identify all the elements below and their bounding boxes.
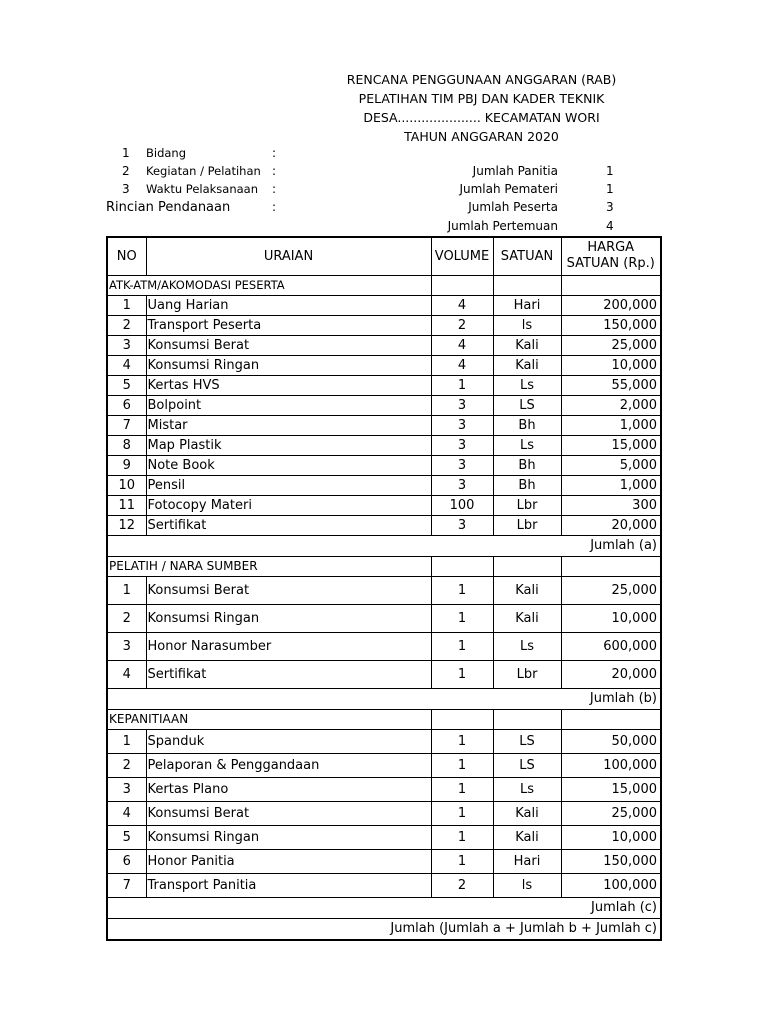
row-uraian: Pelaporan & Penggandaan bbox=[146, 753, 431, 777]
row-satuan: ls bbox=[493, 873, 561, 897]
table-row bbox=[107, 335, 661, 355]
row-no: 4 bbox=[107, 801, 146, 825]
row-volume: 1 bbox=[431, 729, 493, 753]
row-no: 12 bbox=[107, 515, 146, 535]
header-satuan: SATUAN bbox=[493, 237, 561, 275]
row-volume: 2 bbox=[431, 315, 493, 335]
row-satuan: Kali bbox=[493, 335, 561, 355]
row-no: 3 bbox=[107, 632, 146, 660]
row-satuan: LS bbox=[493, 729, 561, 753]
row-harga: 20,000 bbox=[561, 660, 661, 688]
row-harga: 55,000 bbox=[561, 375, 661, 395]
row-no: 6 bbox=[107, 395, 146, 415]
row-harga: 10,000 bbox=[561, 604, 661, 632]
section-a-rows bbox=[107, 295, 661, 535]
title-line-3: DESA..................... KECAMATAN WORI bbox=[363, 110, 600, 125]
info-pemateri-label: Jumlah Pemateri bbox=[459, 182, 558, 196]
table-row bbox=[107, 315, 661, 335]
row-harga: 15,000 bbox=[561, 777, 661, 801]
table-row bbox=[107, 355, 661, 375]
table-row bbox=[107, 576, 661, 604]
info-waktu-no: 3 bbox=[122, 182, 130, 196]
row-no: 3 bbox=[107, 335, 146, 355]
row-harga: 1,000 bbox=[561, 475, 661, 495]
table-row bbox=[107, 415, 661, 435]
row-satuan: Lbr bbox=[493, 515, 561, 535]
row-harga: 100,000 bbox=[561, 753, 661, 777]
row-satuan: Ls bbox=[493, 632, 561, 660]
row-no: 7 bbox=[107, 873, 146, 897]
info-peserta-value: 3 bbox=[606, 200, 614, 214]
row-satuan: ls bbox=[493, 315, 561, 335]
row-no: 2 bbox=[107, 753, 146, 777]
header-harga bbox=[561, 237, 661, 275]
row-satuan: Kali bbox=[493, 604, 561, 632]
row-no: 1 bbox=[107, 729, 146, 753]
grand-total-label: Jumlah (Jumlah a + Jumlah b + Jumlah c) bbox=[107, 918, 661, 940]
row-no: 6 bbox=[107, 849, 146, 873]
row-satuan: Hari bbox=[493, 849, 561, 873]
row-harga: 600,000 bbox=[561, 632, 661, 660]
row-uraian: Honor Narasumber bbox=[146, 632, 431, 660]
row-satuan: Kali bbox=[493, 355, 561, 375]
row-volume: 1 bbox=[431, 660, 493, 688]
row-uraian: Pensil bbox=[146, 475, 431, 495]
row-uraian: Mistar bbox=[146, 415, 431, 435]
row-uraian: Transport Panitia bbox=[146, 873, 431, 897]
row-uraian: Uang Harian bbox=[146, 295, 431, 315]
info-peserta-label: Jumlah Peserta bbox=[468, 200, 558, 214]
section-c-title-row bbox=[107, 709, 661, 729]
row-no: 8 bbox=[107, 435, 146, 455]
row-no: 9 bbox=[107, 455, 146, 475]
row-no: 4 bbox=[107, 355, 146, 375]
row-uraian: Kertas Plano bbox=[146, 777, 431, 801]
section-b-title: PELATIH / NARA SUMBER bbox=[107, 556, 431, 576]
row-volume: 1 bbox=[431, 632, 493, 660]
row-uraian: Fotocopy Materi bbox=[146, 495, 431, 515]
section-c-title: KEPANITIAAN bbox=[107, 709, 431, 729]
table-row bbox=[107, 455, 661, 475]
row-volume: 1 bbox=[431, 777, 493, 801]
section-b-title-row bbox=[107, 556, 661, 576]
row-harga: 15,000 bbox=[561, 435, 661, 455]
table-row bbox=[107, 753, 661, 777]
row-satuan: Bh bbox=[493, 475, 561, 495]
row-satuan: Kali bbox=[493, 825, 561, 849]
row-uraian: Bolpoint bbox=[146, 395, 431, 415]
row-volume: 1 bbox=[431, 825, 493, 849]
row-satuan: Ls bbox=[493, 375, 561, 395]
row-satuan: Lbr bbox=[493, 660, 561, 688]
table-row bbox=[107, 515, 661, 535]
row-volume: 1 bbox=[431, 375, 493, 395]
row-volume: 1 bbox=[431, 604, 493, 632]
row-volume: 3 bbox=[431, 455, 493, 475]
row-uraian: Konsumsi Ringan bbox=[146, 355, 431, 375]
section-b-total-label: Jumlah (b) bbox=[561, 688, 661, 709]
info-bidang-no: 1 bbox=[122, 146, 130, 160]
row-volume: 3 bbox=[431, 395, 493, 415]
row-no: 7 bbox=[107, 415, 146, 435]
row-volume: 3 bbox=[431, 415, 493, 435]
row-volume: 100 bbox=[431, 495, 493, 515]
row-uraian: Konsumsi Ringan bbox=[146, 825, 431, 849]
section-c-total-row bbox=[107, 897, 661, 918]
row-satuan: Kali bbox=[493, 801, 561, 825]
row-no: 3 bbox=[107, 777, 146, 801]
section-b-rows bbox=[107, 576, 661, 688]
row-harga: 20,000 bbox=[561, 515, 661, 535]
row-uraian: Transport Peserta bbox=[146, 315, 431, 335]
row-no: 11 bbox=[107, 495, 146, 515]
info-rincian-label: Rincian Pendanaan bbox=[106, 200, 231, 215]
row-harga: 100,000 bbox=[561, 873, 661, 897]
info-kegiatan-colon: : bbox=[272, 164, 277, 178]
row-uraian: Kertas HVS bbox=[146, 375, 431, 395]
row-volume: 4 bbox=[431, 335, 493, 355]
row-satuan: Ls bbox=[493, 435, 561, 455]
row-harga: 300 bbox=[561, 495, 661, 515]
row-harga: 25,000 bbox=[561, 801, 661, 825]
section-b-total-row bbox=[107, 688, 661, 709]
row-harga: 10,000 bbox=[561, 825, 661, 849]
row-uraian: Spanduk bbox=[146, 729, 431, 753]
row-satuan: Bh bbox=[493, 415, 561, 435]
row-uraian: Konsumsi Berat bbox=[146, 801, 431, 825]
doc-title bbox=[0, 70, 768, 146]
rab-table bbox=[106, 236, 662, 941]
info-waktu-label: Waktu Pelaksanaan bbox=[146, 182, 259, 196]
section-a-total-row bbox=[107, 535, 661, 556]
row-satuan: LS bbox=[493, 753, 561, 777]
row-satuan: Bh bbox=[493, 455, 561, 475]
header-uraian: URAIAN bbox=[146, 237, 431, 275]
row-no: 10 bbox=[107, 475, 146, 495]
row-uraian: Map Plastik bbox=[146, 435, 431, 455]
grand-total-row bbox=[107, 918, 661, 940]
row-harga: 1,000 bbox=[561, 415, 661, 435]
row-satuan: Lbr bbox=[493, 495, 561, 515]
row-harga: 150,000 bbox=[561, 849, 661, 873]
header-volume: VOLUME bbox=[431, 237, 493, 275]
row-no: 4 bbox=[107, 660, 146, 688]
row-no: 5 bbox=[107, 375, 146, 395]
table-row bbox=[107, 801, 661, 825]
row-uraian: Konsumsi Berat bbox=[146, 576, 431, 604]
title-line-2: PELATIHAN TIM PBJ DAN KADER TEKNIK bbox=[358, 91, 605, 106]
table-row bbox=[107, 660, 661, 688]
section-c-total-label: Jumlah (c) bbox=[561, 897, 661, 918]
title-line-1: RENCANA PENGGUNAAN ANGGARAN (RAB) bbox=[346, 72, 617, 87]
header-no: NO bbox=[107, 237, 146, 275]
info-pertemuan-label: Jumlah Pertemuan bbox=[447, 219, 558, 233]
table-row bbox=[107, 495, 661, 515]
row-volume: 2 bbox=[431, 873, 493, 897]
row-harga: 5,000 bbox=[561, 455, 661, 475]
row-uraian: Sertifikat bbox=[146, 660, 431, 688]
table-row bbox=[107, 395, 661, 415]
info-pemateri-value: 1 bbox=[606, 182, 614, 196]
table-row bbox=[107, 295, 661, 315]
row-satuan: Ls bbox=[493, 777, 561, 801]
row-uraian: Honor Panitia bbox=[146, 849, 431, 873]
row-satuan: Kali bbox=[493, 576, 561, 604]
row-volume: 4 bbox=[431, 295, 493, 315]
info-kegiatan-label: Kegiatan / Pelatihan bbox=[146, 164, 261, 178]
table-row bbox=[107, 435, 661, 455]
row-volume: 3 bbox=[431, 475, 493, 495]
row-no: 5 bbox=[107, 825, 146, 849]
row-uraian: Konsumsi Ringan bbox=[146, 604, 431, 632]
section-a-total-label: Jumlah (a) bbox=[561, 535, 661, 556]
section-c-rows bbox=[107, 729, 661, 897]
row-volume: 3 bbox=[431, 515, 493, 535]
table-row bbox=[107, 729, 661, 753]
row-no: 2 bbox=[107, 315, 146, 335]
section-a-title-row bbox=[107, 275, 661, 295]
row-harga: 2,000 bbox=[561, 395, 661, 415]
row-harga: 200,000 bbox=[561, 295, 661, 315]
section-a-title: ATK-ATM/AKOMODASI PESERTA bbox=[107, 275, 431, 295]
info-pertemuan-value: 4 bbox=[606, 219, 614, 233]
table-row bbox=[107, 475, 661, 495]
row-harga: 25,000 bbox=[561, 576, 661, 604]
info-bidang-label: Bidang bbox=[146, 146, 187, 160]
row-uraian: Note Book bbox=[146, 455, 431, 475]
table-row bbox=[107, 849, 661, 873]
info-kegiatan-no: 2 bbox=[122, 164, 130, 178]
row-volume: 1 bbox=[431, 576, 493, 604]
table-row bbox=[107, 632, 661, 660]
row-harga: 10,000 bbox=[561, 355, 661, 375]
row-volume: 1 bbox=[431, 753, 493, 777]
info-waktu-colon: : bbox=[272, 182, 277, 196]
row-volume: 1 bbox=[431, 801, 493, 825]
info-rincian-colon: : bbox=[272, 200, 277, 214]
row-no: 1 bbox=[107, 576, 146, 604]
row-harga: 150,000 bbox=[561, 315, 661, 335]
info-bidang-colon: : bbox=[272, 146, 277, 160]
info-panitia-value: 1 bbox=[606, 164, 614, 178]
row-satuan: Hari bbox=[493, 295, 561, 315]
header-harga-line2: SATUAN (Rp.) bbox=[566, 256, 655, 272]
row-volume: 1 bbox=[431, 849, 493, 873]
header-harga-line1: HARGA bbox=[587, 240, 635, 256]
title-line-4: TAHUN ANGGARAN 2020 bbox=[404, 129, 559, 144]
row-harga: 50,000 bbox=[561, 729, 661, 753]
row-volume: 3 bbox=[431, 435, 493, 455]
info-panitia-label: Jumlah Panitia bbox=[472, 164, 558, 178]
table-row bbox=[107, 375, 661, 395]
row-uraian: Konsumsi Berat bbox=[146, 335, 431, 355]
row-volume: 4 bbox=[431, 355, 493, 375]
row-harga: 25,000 bbox=[561, 335, 661, 355]
table-header-row bbox=[107, 237, 661, 275]
table-row bbox=[107, 825, 661, 849]
table-row bbox=[107, 604, 661, 632]
table-row bbox=[107, 777, 661, 801]
row-no: 2 bbox=[107, 604, 146, 632]
row-no: 1 bbox=[107, 295, 146, 315]
row-uraian: Sertifikat bbox=[146, 515, 431, 535]
table-row bbox=[107, 873, 661, 897]
row-satuan: LS bbox=[493, 395, 561, 415]
